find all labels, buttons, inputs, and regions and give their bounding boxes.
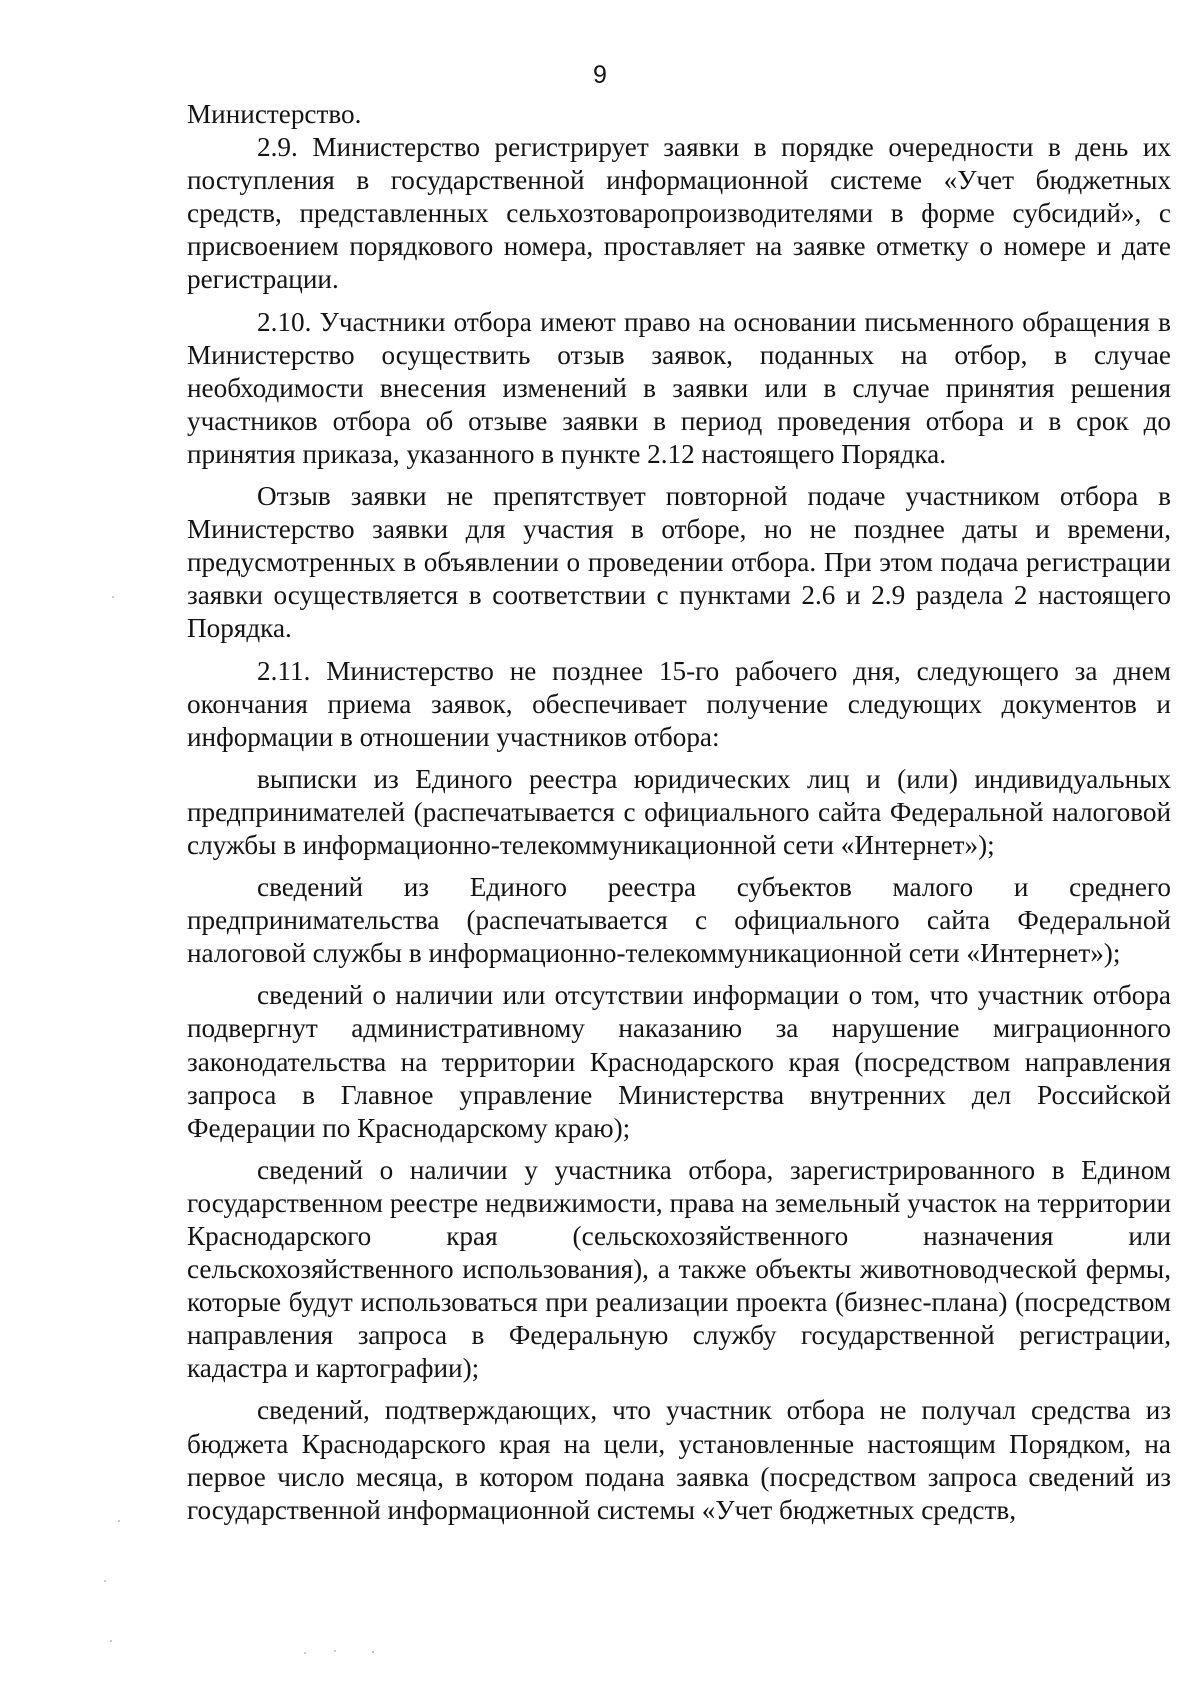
list-item-egrul-extract: выписки из Единого реестра юридических лиц и (или) индивидуальных предпринимателей (распечатывается с официального сайта Федеральной налоговой службы в информационно-телекоммуникационной сети «Интернет»);	[187, 763, 1171, 860]
document-body	[187, 98, 1171, 1527]
scan-speck	[104, 1580, 106, 1582]
paragraph-2-9: 2.9. Министерство регистрирует заявки в порядке очередности в день их поступления в государственной информационной системе «Учет бюджетных средств, представленных сельхозтоваропроизводителями в форме субсидий», с присвоением порядкового номера, проставляет на заявке отметку о номере и дате регистрации.	[187, 132, 1171, 295]
list-item-land-rights: сведений о наличии у участника отбора, зарегистрированного в Едином государственном реестре недвижимости, права на земельный участок на территории Краснодарского края (сельскохозяйственного назначения или сельскохозяйственного использования), а также объекты животноводческой фермы, которые будут использоваться при реализации проекта (бизнес-плана) (посредством направления запроса в Федеральную службу государственной регистрации, кадастра и картографии);	[187, 1154, 1171, 1384]
paragraph-2-10: 2.10. Участники отбора имеют право на основании письменного обращения в Министерство осуществить отзыв заявок, поданных на отбор, в случае необходимости внесения изменений в заявки или в случае принятия решения участников отбора об отзыве заявки в период проведения отбора и в срок до принятия приказа, указанного в пункте 2.12 настоящего Порядка.	[187, 306, 1171, 469]
list-item-migration-info: сведений о наличии или отсутствии информации о том, что участник отбора подвергнут административному наказанию за нарушение миграционного законодательства на территории Краснодарского края (посредством направления запроса в Главное управление Министерства внутренних дел Российской Федерации по Краснодарскому краю);	[187, 980, 1171, 1143]
page-number: 9	[593, 61, 607, 89]
scan-speck	[112, 596, 114, 598]
scan-speck	[334, 1650, 336, 1652]
scan-speck	[304, 1652, 306, 1654]
list-item-sme-registry: сведений из Единого реестра субъектов малого и среднего предпринимательства (распечатывается с официального сайта Федеральной налоговой службы в информационно-телекоммуникационной сети «Интернет»);	[187, 872, 1171, 969]
scan-speck	[118, 1520, 120, 1522]
paragraph-withdrawal: Отзыв заявки не препятствует повторной подаче участником отбора в Министерство заявки для участия в отборе, но не позднее даты и времени, предусмотренных в объявлении о проведении отбора. При этом подача регистрации заявки осуществляется в соответствии с пунктами 2.6 и 2.9 раздела 2 настоящего Порядка.	[187, 481, 1171, 644]
scan-speck	[110, 1640, 112, 1642]
paragraph-2-11: 2.11. Министерство не позднее 15-го рабочего дня, следующего за днем окончания приема заявок, обеспечивает получение следующих документов и информации в отношении участников отбора:	[187, 655, 1171, 752]
list-item-budget-funds: сведений, подтверждающих, что участник отбора не получал средства из бюджета Краснодарского края на цели, установленные настоящим Порядком, на первое число месяца, в котором подана заявка (посредством запроса сведений из государственной информационной системы «Учет бюджетных средств,	[187, 1395, 1171, 1525]
paragraph-continuation: Министерство.	[187, 99, 362, 129]
scan-speck	[372, 1651, 374, 1653]
